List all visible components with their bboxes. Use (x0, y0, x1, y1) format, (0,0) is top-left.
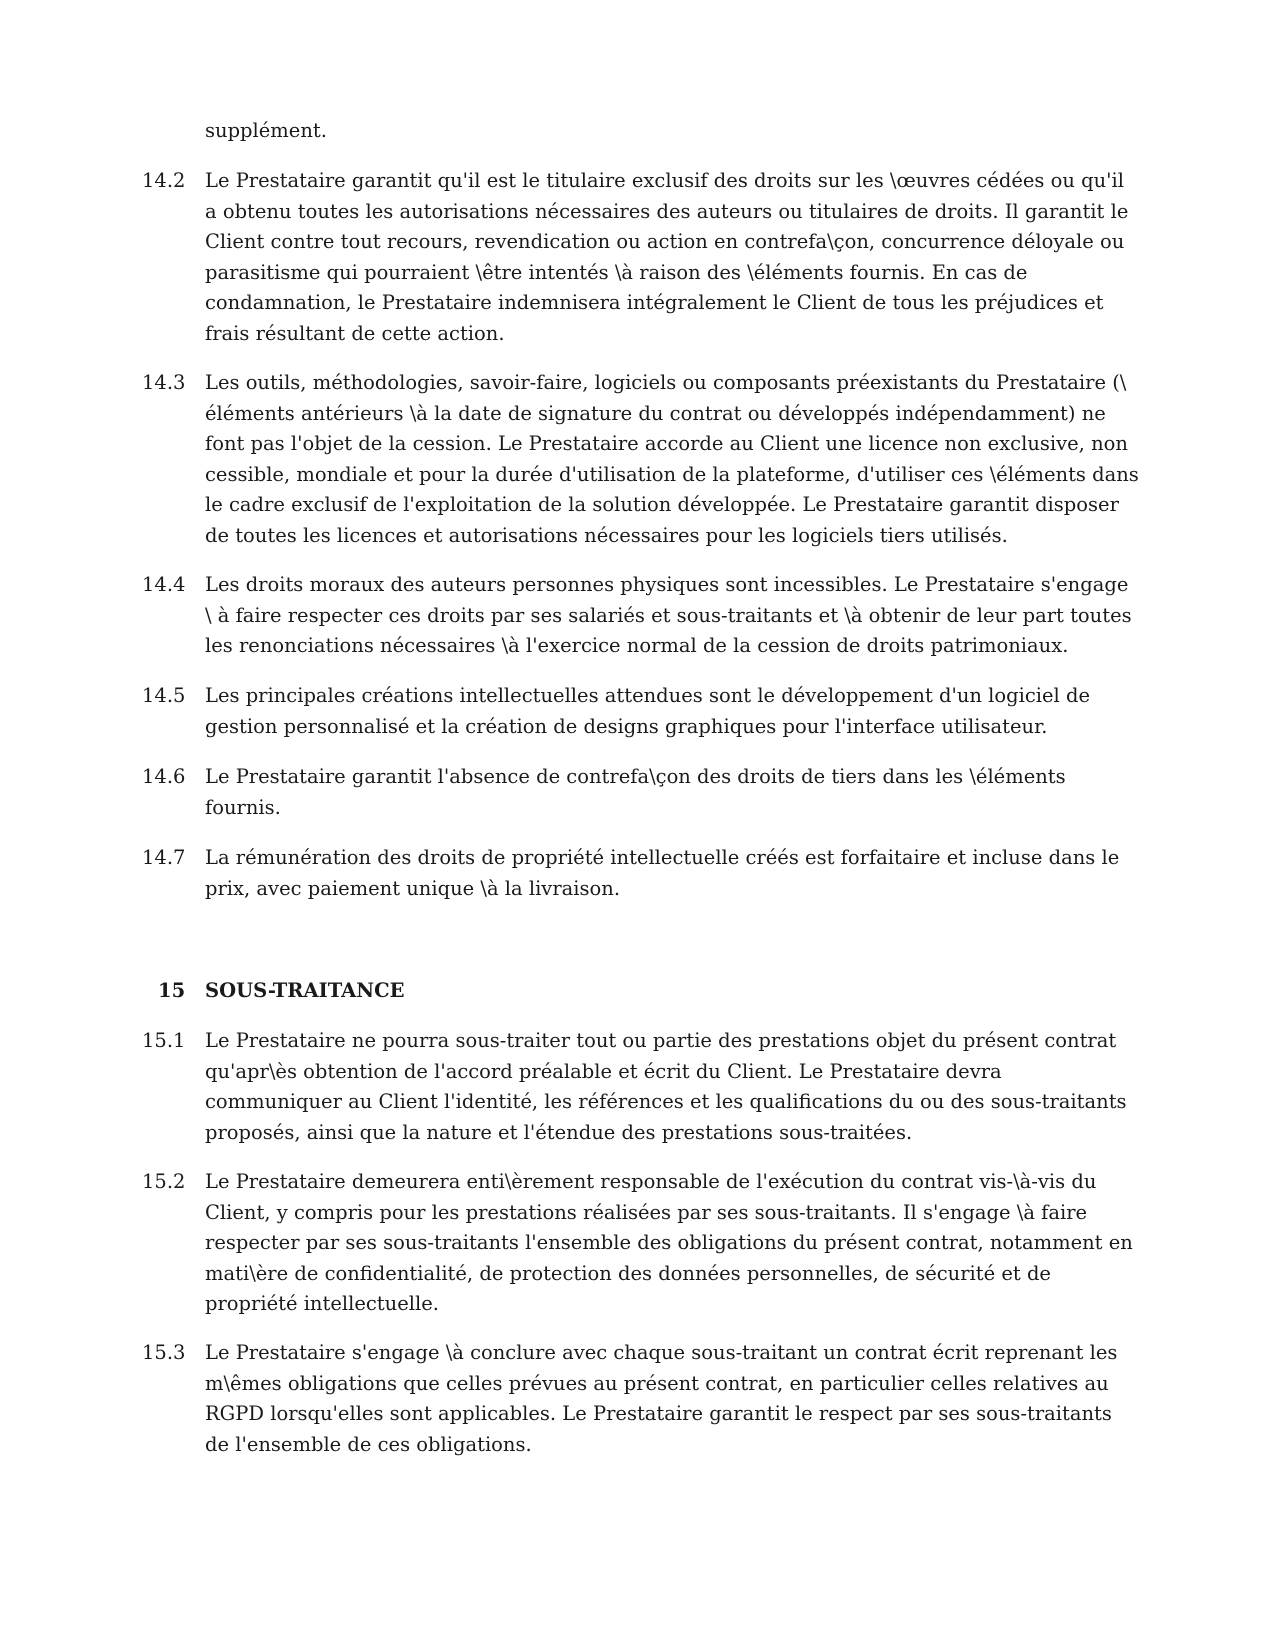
clause-text: Le Prestataire garantit l'absence de contrefa\çon des droits de tiers dans les \éléments fournis. (205, 765, 1066, 819)
clause-number: 15.3 (142, 1341, 186, 1364)
clause-number: 14.6 (142, 765, 186, 788)
clause-number: 14.3 (142, 371, 186, 394)
clause-text: Les droits moraux des auteurs personnes physiques sont incessibles. Le Prestataire s'engage \ à faire respecter ces droits par ses salariés et sous-traitants et \à obtenir de leur part toutes les renonciations nécessaires \à l'exercice normal de la cession de droits patrimoniaux. (205, 573, 1132, 657)
clause-text: Le Prestataire garantit qu'il est le titulaire exclusif des droits sur les \œuvres cédées ou qu'il a obtenu toutes les autorisations nécessaires des auteurs ou titulaires de droits. Il garantit le Client contre tout recours, revendication ou action en contrefa\çon, concurrence déloyale ou parasitisme qui pourraient \être intentés \à raison des \éléments fournis. En cas de condamnation, le Prestataire indemnisera intégralement le Client de tous les préjudices et frais résultant de cette action. (205, 169, 1129, 345)
clause-text: Les principales créations intellectuelles attendues sont le développement d'un logiciel de gestion personnalisé et la création de designs graphiques pour l'interface utilisateur. (205, 684, 1090, 738)
clause-text: Les outils, méthodologies, savoir-faire, logiciels ou composants préexistants du Prestataire (\ éléments antérieurs \à la date de signature du contrat ou développés indépendamment) ne font pas l'objet de la cession. Le Prestataire accorde au Client une licence non exclusive, non cessible, mondiale et pour la durée d'utilisation de la plateforme, d'utiliser ces \éléments dans le cadre exclusif de l'exploitation de la solution développée. Le Prestataire garantit disposer de toutes les licences et autorisations nécessaires pour les logiciels tiers utilisés. (205, 371, 1139, 547)
clause-number: 15.1 (142, 1029, 186, 1052)
clause-text: Le Prestataire ne pourra sous-traiter tout ou partie des prestations objet du présent contrat qu'apr\ès obtention de l'accord préalable et écrit du Client. Le Prestataire devra communiquer au Client l'identité, les références et les qualifications du ou des sous-traitants proposés, ainsi que la nature et l'étendue des prestations sous-traitées. (205, 1029, 1127, 1144)
clause-text: La rémunération des droits de propriété intellectuelle créés est forfaitaire et incluse dans le prix, avec paiement unique \à la livraison. (205, 846, 1120, 900)
clause-text: Le Prestataire demeurera enti\èrement responsable de l'exécution du contrat vis-\à-vis du Client, y compris pour les prestations réalisées par ses sous-traitants. Il s'engage \à faire respecter par ses sous-traitants l'ensemble des obligations du présent contrat, notamment en mati\ère de confidentialité, de protection des données personnelles, de sécurité et de propriété intellectuelle. (205, 1170, 1133, 1315)
clause-number: 14.7 (142, 846, 186, 869)
section-number: 15 (158, 979, 186, 1002)
clause-number: 14.5 (142, 684, 186, 707)
clause-number: 14.2 (142, 169, 186, 192)
clause-number: 15.2 (142, 1170, 186, 1193)
section-title: SOUS-TRAITANCE (205, 979, 405, 1002)
continuation-text: supplément. (205, 119, 327, 142)
clause-number: 14.4 (142, 573, 186, 596)
clause-text: Le Prestataire s'engage \à conclure avec chaque sous-traitant un contrat écrit reprenant les m\êmes obligations que celles prévues au présent contrat, en particulier celles relatives au RGPD lorsqu'elles sont applicables. Le Prestataire garantit le respect par ses sous-traitants de l'ensemble de ces obligations. (205, 1341, 1118, 1456)
